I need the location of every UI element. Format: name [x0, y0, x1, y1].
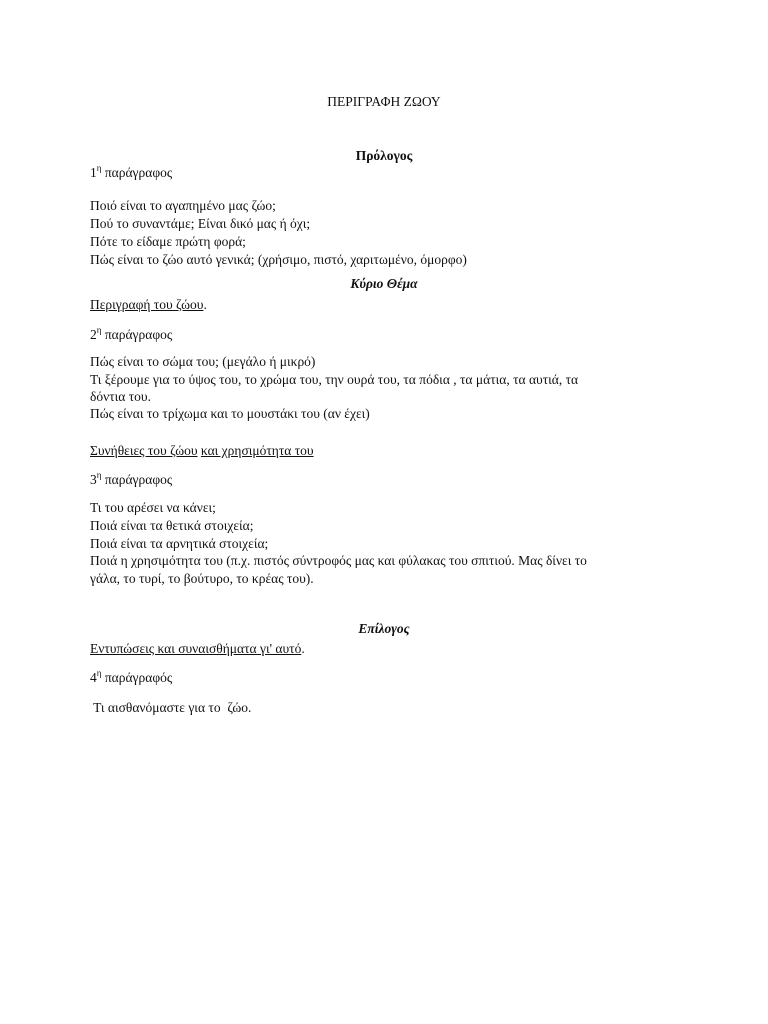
- main-heading: Κύριο Θέμα: [350, 276, 418, 291]
- paragraph-2-label: [90, 326, 172, 344]
- body-question-2: Τι ξέρουμε για το ύψος του, το χρώμα του, την ουρά του, τα πόδια , τα μάτια, τα αυτιά, τα: [90, 372, 579, 387]
- subheading-text: Εντυπώσεις και συναισθήματα γι' αυτό: [90, 641, 302, 656]
- habits-question-3: Ποιά είναι τα αρνητικά στοιχεία;: [90, 536, 269, 551]
- main-subheading-description: [90, 296, 207, 314]
- paragraph-number: 4: [90, 670, 97, 685]
- body-question-3: Πώς είναι το τρίχωμα και το μουστάκι του (αν έχει): [90, 406, 370, 421]
- paragraph-word: παράγραφος: [101, 472, 173, 487]
- paragraph-word: παράγραφός: [101, 670, 173, 685]
- subheading-text: Περιγραφή του ζώου: [90, 297, 204, 312]
- ordinal-suffix: η: [96, 324, 102, 335]
- paragraph-1-label: [90, 164, 172, 182]
- paragraph-word: παράγραφος: [101, 165, 173, 180]
- habits-question-4-cont: γάλα, το τυρί, το βούτυρο, το κρέας του).: [90, 571, 314, 586]
- document-title: ΠΕΡΙΓΡΑΦΗ ΖΩΟΥ: [327, 94, 441, 109]
- body-question-2-cont: δόντια του.: [90, 389, 151, 404]
- ordinal-suffix: η: [96, 469, 102, 480]
- epilogue-question: Τι αισθανόμαστε για το ζώο.: [90, 700, 252, 715]
- main-subheading-habits: [90, 442, 314, 460]
- subheading-period: .: [301, 641, 305, 656]
- prologue-heading: Πρόλογος: [355, 148, 413, 163]
- subheading-period: .: [203, 297, 207, 312]
- body-question-1: Πώς είναι το σώμα του; (μεγάλο ή μικρό): [90, 354, 316, 369]
- habits-question-2: Ποιά είναι τα θετικά στοιχεία;: [90, 518, 254, 533]
- paragraph-3-label: [90, 471, 172, 489]
- subheading-text: Συνήθειες του ζώου: [90, 443, 198, 458]
- paragraph-number: 2: [90, 327, 97, 342]
- paragraph-word: παράγραφος: [101, 327, 173, 342]
- ordinal-suffix: η: [96, 162, 102, 173]
- paragraph-4-label: [90, 669, 172, 687]
- epilogue-heading: Επίλογος: [358, 621, 410, 636]
- prologue-question-1: Ποιό είναι το αγαπημένο μας ζώο;: [90, 198, 276, 213]
- epilogue-subheading: [90, 640, 305, 658]
- prologue-question-2: Πού το συναντάμε; Είναι δικό μας ή όχι;: [90, 216, 311, 231]
- paragraph-number: 3: [90, 472, 97, 487]
- subheading-text-2: και χρησιμότητα του: [200, 443, 314, 458]
- prologue-question-3: Πότε το είδαμε πρώτη φορά;: [90, 234, 246, 249]
- paragraph-number: 1: [90, 165, 97, 180]
- prologue-question-4: Πώς είναι το ζώο αυτό γενικά; (χρήσιμο, πιστό, χαριτωμένο, όμορφο): [90, 252, 467, 267]
- ordinal-suffix: η: [96, 667, 102, 678]
- habits-question-4: Ποιά η χρησιμότητα του (π.χ. πιστός σύντροφός μας και φύλακας του σπιτιού. Μας δίνει το: [90, 553, 587, 568]
- habits-question-1: Τι του αρέσει να κάνει;: [90, 500, 216, 515]
